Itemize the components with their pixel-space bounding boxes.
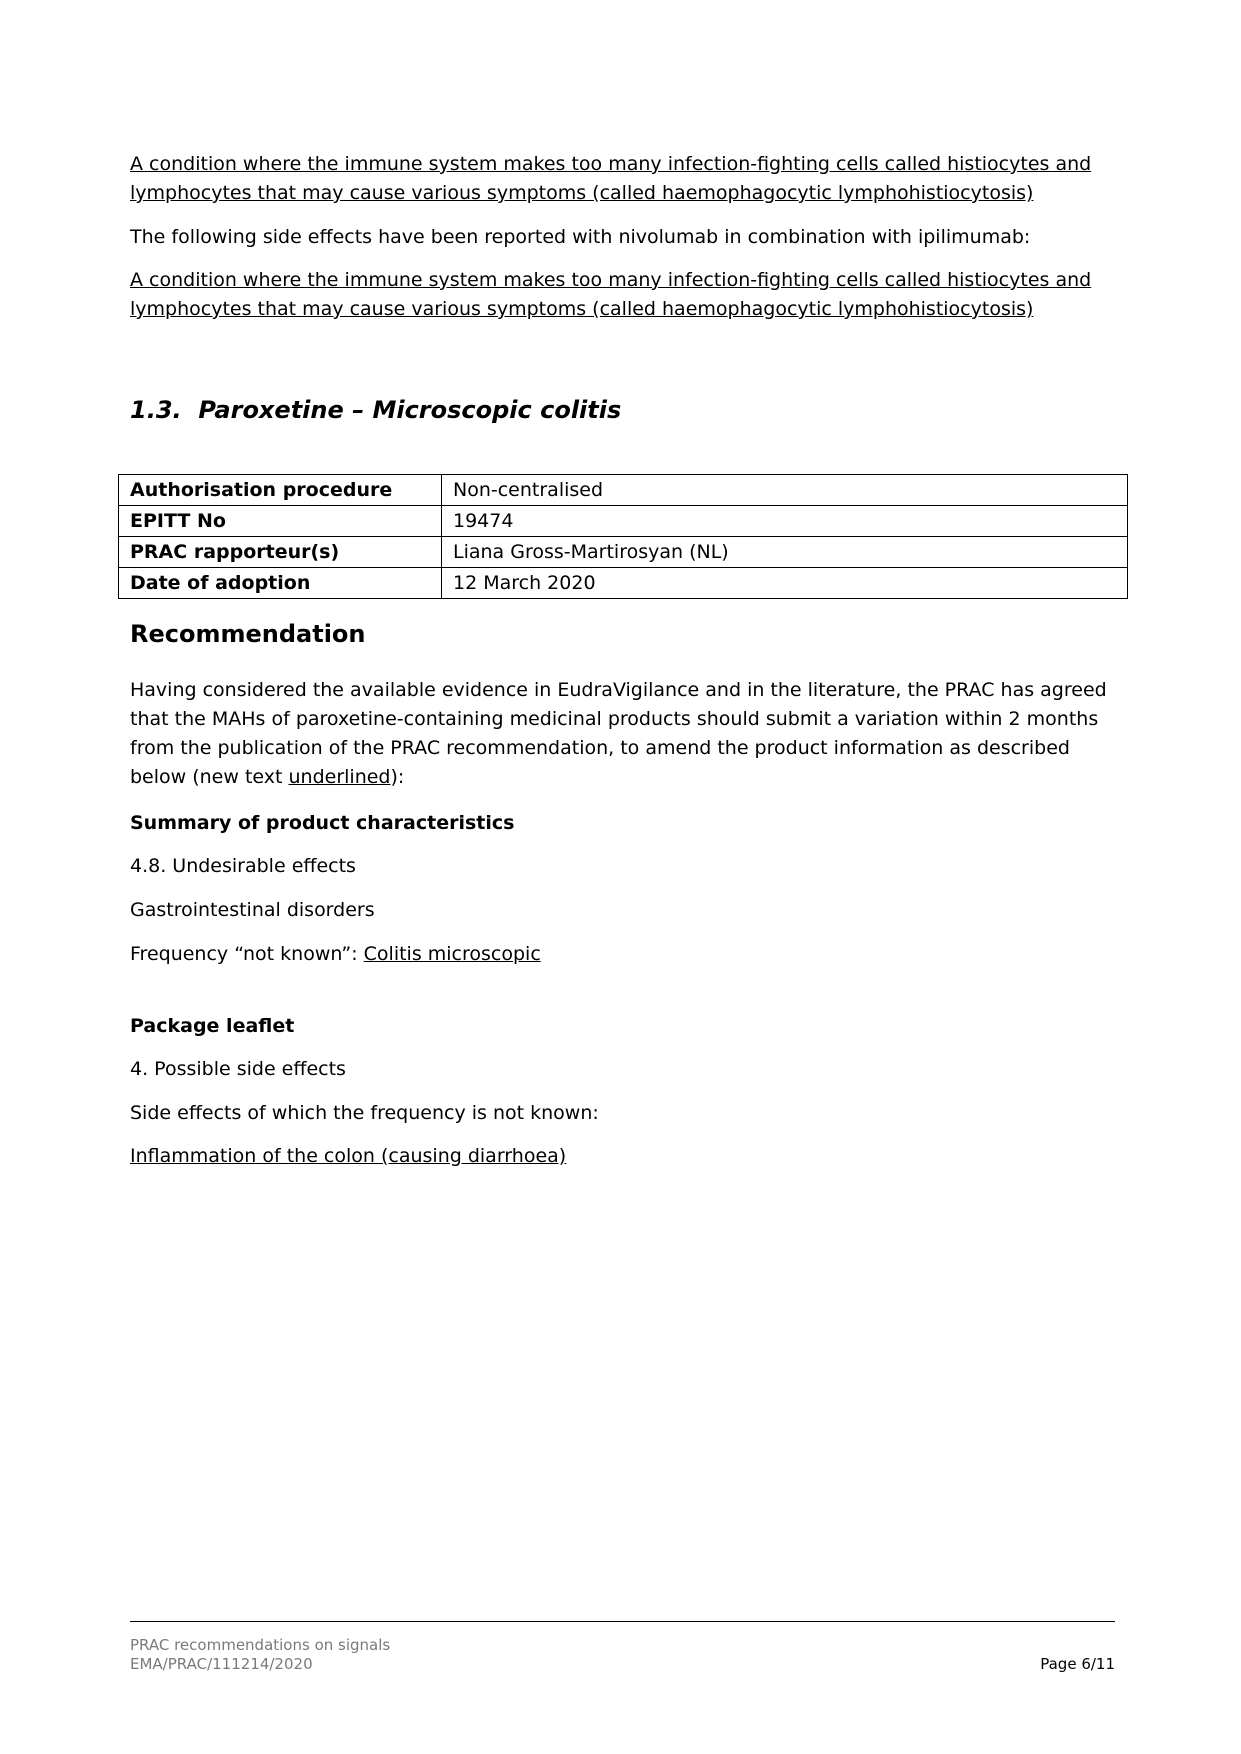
smpc-frequency-term: Colitis microscopic [363, 943, 541, 965]
intro-paragraph-3-line2: lymphocytes that may cause various symptoms (called haemophagocytic lymphohistiocytosis) [130, 298, 1034, 320]
leaflet-subsection: 4. Possible side effects [130, 1058, 346, 1080]
page-footer [130, 1636, 1115, 1674]
intro-paragraph-3-line1: A condition where the immune system makes too many infection-fighting cells called histiocytes and [130, 269, 1092, 291]
table-row [119, 568, 1128, 599]
leaflet-term: Inflammation of the colon (causing diarrhoea) [130, 1145, 567, 1167]
leaflet-frequency: Side effects of which the frequency is not known: [130, 1102, 599, 1124]
table-row [119, 506, 1128, 537]
table-row [119, 475, 1128, 506]
intro-paragraph-1-line2: lymphocytes that may cause various symptoms (called haemophagocytic lymphohistiocytosis) [130, 182, 1034, 204]
intro-paragraph-2: The following side effects have been reported with nivolumab in combination with ipilimumab: [130, 226, 1031, 248]
section-number: 1.3. [130, 396, 182, 424]
smpc-subsection: 4.8. Undesirable effects [130, 855, 356, 877]
table-label: EPITT No [119, 506, 442, 537]
page-number: Page 6/11 [1040, 1655, 1115, 1673]
footer-reference: EMA/PRAC/111214/2020 [130, 1655, 313, 1673]
recommendation-line2: that the MAHs of paroxetine-containing medicinal products should submit a variation within 2 months [130, 708, 1099, 730]
leaflet-heading: Package leaflet [130, 1015, 295, 1037]
smpc-frequency-label: Frequency “not known”: [130, 943, 364, 965]
procedure-info-table [118, 474, 1128, 599]
table-value: 19474 [442, 506, 1128, 537]
table-label: Authorisation procedure [119, 475, 442, 506]
intro-paragraph-1-line1: A condition where the immune system makes too many infection-fighting cells called histiocytes and [130, 153, 1092, 175]
table-row [119, 537, 1128, 568]
recommendation-heading: Recommendation [130, 620, 366, 648]
smpc-frequency [130, 940, 541, 969]
table-label: Date of adoption [119, 568, 442, 599]
table-value: Non-centralised [442, 475, 1128, 506]
intro-paragraph-3 [130, 266, 1091, 324]
table-value: Liana Gross-Martirosyan (NL) [442, 537, 1128, 568]
recommendation-line4-prefix: below (new text [130, 766, 289, 788]
table-label: PRAC rapporteur(s) [119, 537, 442, 568]
recommendation-line3: from the publication of the PRAC recommendation, to amend the product information as described [130, 737, 1070, 759]
smpc-heading: Summary of product characteristics [130, 812, 515, 834]
footer-divider [130, 1621, 1115, 1622]
recommendation-line4-suffix: ): [390, 766, 405, 788]
section-title-text: Paroxetine – Microscopic colitis [198, 396, 622, 424]
footer-document-title: PRAC recommendations on signals [130, 1636, 391, 1654]
intro-paragraph-1 [130, 150, 1091, 208]
table-value: 12 March 2020 [442, 568, 1128, 599]
smpc-soc: Gastrointestinal disorders [130, 899, 375, 921]
underlined-word: underlined [288, 766, 391, 788]
recommendation-paragraph [130, 676, 1107, 792]
recommendation-line1: Having considered the available evidence in EudraVigilance and in the literature, the PRAC has agreed [130, 679, 1107, 701]
section-heading [130, 394, 621, 426]
